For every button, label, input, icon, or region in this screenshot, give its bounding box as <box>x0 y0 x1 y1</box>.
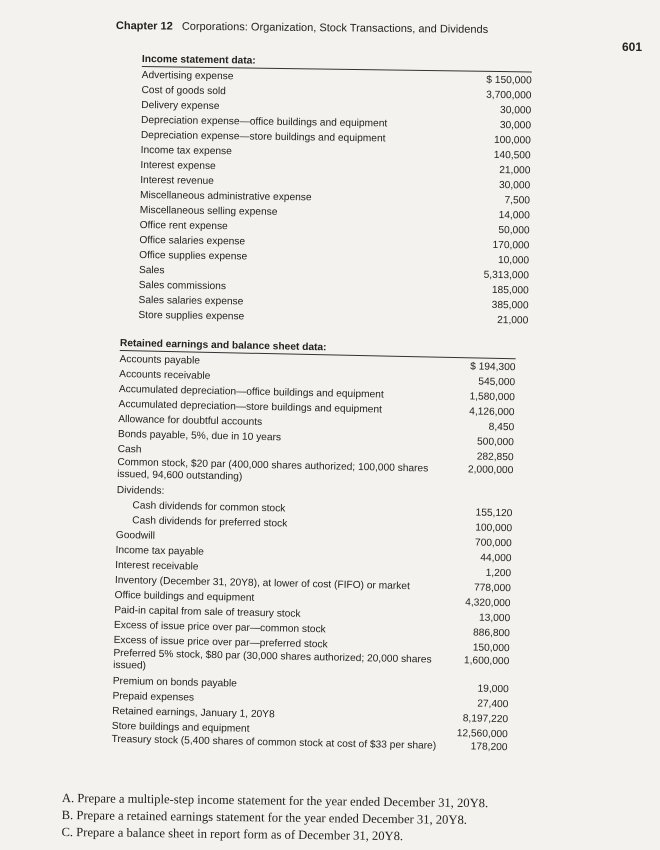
account-label: Interest receivable <box>115 559 199 573</box>
income-statement-data <box>138 54 532 328</box>
account-amount: 1,200 <box>485 567 512 580</box>
account-label: Treasury stock (5,400 shares of common stock at cost of $33 per share) <box>111 733 437 752</box>
instruction-a: A. Prepare a multiple-step income statement for the year ended December 31, 20Y8. <box>61 790 489 811</box>
account-amount: 100,000 <box>475 522 513 535</box>
account-amount: 10,000 <box>497 254 530 267</box>
account-amount: 778,000 <box>473 582 511 595</box>
page-number: 601 <box>622 40 643 54</box>
account-label: Income tax expense <box>140 144 232 158</box>
account-label: Income tax payable <box>115 544 205 558</box>
account-label: Delivery expense <box>141 99 220 113</box>
instruction-b: B. Prepare a retained earnings statement for the year ended December 31, 20Y8. <box>61 807 468 827</box>
section-title: Income statement data: <box>142 54 532 72</box>
account-label: Office buildings and equipment <box>114 589 255 604</box>
account-amount: 8,450 <box>488 421 515 434</box>
account-amount: $ 194,300 <box>470 361 516 374</box>
account-amount: 2,000,000 <box>467 464 514 477</box>
account-label: Excess of issue price over par—common stock <box>113 619 326 636</box>
account-label: Depreciation expense—store buildings and equipment <box>140 129 386 145</box>
account-amount: 21,000 <box>499 164 531 177</box>
account-label: Store supplies expense <box>138 309 245 323</box>
account-label: Sales commissions <box>138 279 227 293</box>
account-label: Accounts receivable <box>119 368 211 382</box>
account-amount: 12,560,000 <box>456 728 508 741</box>
account-label: Allowance for doubtful accounts <box>118 413 263 428</box>
account-label: Common stock, $20 par (400,000 shares authorized; 100,000 shares issued, 94,600 outstanding) <box>117 456 429 483</box>
account-amount: 30,000 <box>498 179 531 192</box>
account-label: Store buildings and equipment <box>111 720 250 735</box>
account-label: Interest revenue <box>140 174 214 188</box>
account-label: Depreciation expense—office buildings and equipment <box>140 114 388 130</box>
account-label: Dividends: <box>116 484 165 497</box>
account-label: Office rent expense <box>139 219 228 233</box>
account-amount: 282,850 <box>476 451 514 464</box>
account-amount: 178,200 <box>470 741 508 754</box>
retained-earnings-balance-sheet-data <box>111 338 516 768</box>
account-label: Cash dividends for preferred stock <box>132 515 288 530</box>
retained-rows <box>111 352 515 768</box>
account-amount: 30,000 <box>499 105 532 117</box>
account-amount <box>443 490 513 506</box>
chapter-title: Corporations: Organization, Stock Transactions, and Dividends <box>181 20 489 36</box>
account-amount: 500,000 <box>476 436 515 449</box>
account-amount: 7,500 <box>504 195 531 207</box>
account-amount: 21,000 <box>497 314 529 327</box>
account-label: Cash <box>117 443 142 456</box>
account-amount: 1,580,000 <box>469 391 515 404</box>
account-amount: 4,320,000 <box>465 597 511 610</box>
account-label: Cost of goods sold <box>141 84 226 98</box>
account-amount: 4,126,000 <box>469 406 515 419</box>
account-label: Cash dividends for common stock <box>132 500 286 515</box>
account-amount: 5,313,000 <box>483 269 530 282</box>
account-amount: 385,000 <box>491 299 529 312</box>
account-amount: 19,000 <box>477 683 509 696</box>
account-amount: 185,000 <box>491 284 529 297</box>
account-amount: 27,400 <box>477 698 509 711</box>
account-amount: 50,000 <box>498 224 530 237</box>
account-amount: 1,600,000 <box>463 655 510 668</box>
account-label: Miscellaneous administrative expense <box>139 189 312 204</box>
account-amount: 170,000 <box>492 239 530 252</box>
account-amount: 14,000 <box>498 209 530 222</box>
instruction-c: C. Prepare a balance sheet in report form as of December 31, 20Y8. <box>61 824 404 844</box>
account-label: Sales <box>138 264 165 277</box>
account-amount: 13,000 <box>478 612 511 625</box>
account-amount: 886,800 <box>472 627 511 640</box>
account-label: Preferred 5% stock, $80 par (30,000 shares authorized; 20,000 shares issued) <box>113 647 432 672</box>
account-label: Excess of issue price over par—preferred stock <box>113 634 328 651</box>
account-label: Sales salaries expense <box>138 294 244 308</box>
account-amount: 545,000 <box>478 376 516 389</box>
account-label: Advertising expense <box>141 69 234 83</box>
section-title: Retained earnings and balance sheet data: <box>120 338 516 359</box>
page-header <box>116 20 488 36</box>
account-label: Bonds payable, 5%, due in 10 years <box>117 428 282 444</box>
chapter-label: Chapter 12 <box>115 20 173 33</box>
account-label: Inventory (December 31, 20Y8), at lower of cost (FIFO) or market <box>114 574 410 593</box>
account-amount: 150,000 <box>472 642 510 655</box>
account-amount: 700,000 <box>474 537 512 550</box>
account-amount: 8,197,220 <box>462 713 509 726</box>
account-label: Premium on bonds payable <box>112 675 237 690</box>
account-amount: $ 150,000 <box>486 74 532 87</box>
instructions <box>61 790 488 846</box>
account-label: Retained earnings, January 1, 20Y8 <box>112 705 275 721</box>
account-label: Office supplies expense <box>139 249 248 263</box>
account-amount: 100,000 <box>493 134 531 147</box>
account-label: Accumulated depreciation—store buildings and equipment <box>118 398 383 416</box>
account-amount: 30,000 <box>499 120 532 132</box>
account-amount: 140,500 <box>493 149 531 162</box>
account-label: Prepaid expenses <box>112 690 195 704</box>
account-label: Interest expense <box>140 159 216 173</box>
account-label: Paid-in capital from sale of treasury stock <box>114 604 301 620</box>
account-label: Accumulated depreciation—office buildings and equipment <box>118 383 384 401</box>
account-amount: 44,000 <box>480 552 512 565</box>
account-label: Goodwill <box>115 529 156 542</box>
account-label: Office salaries expense <box>139 234 246 248</box>
income-rows <box>138 68 532 328</box>
account-label: Miscellaneous selling expense <box>139 204 278 218</box>
account-amount: 155,120 <box>475 507 513 520</box>
account-amount: 3,700,000 <box>486 89 532 102</box>
account-label: Accounts payable <box>119 353 201 367</box>
